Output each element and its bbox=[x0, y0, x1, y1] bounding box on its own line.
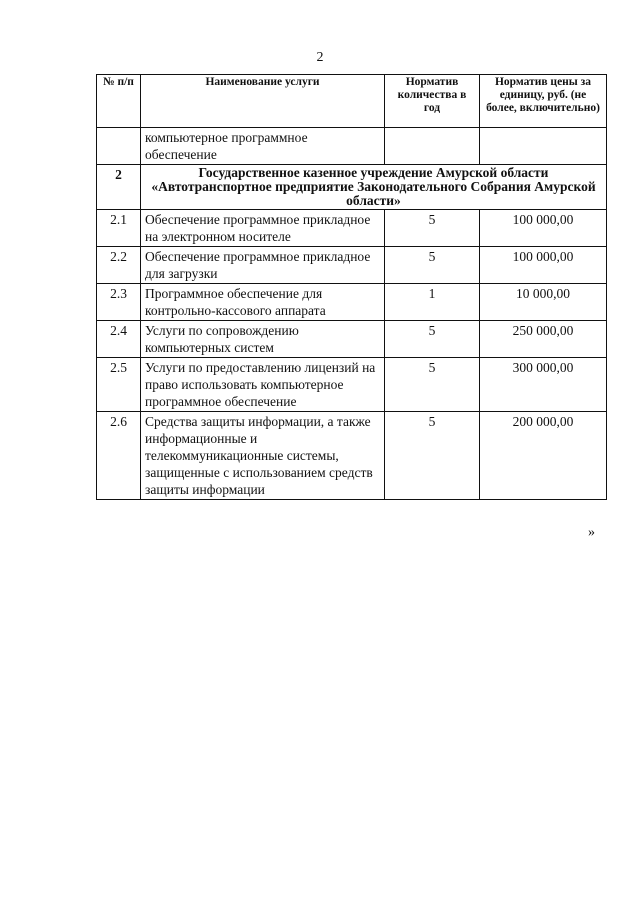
cell-num: 2.1 bbox=[97, 210, 141, 247]
table-row bbox=[97, 321, 607, 358]
cell-num: 2.6 bbox=[97, 412, 141, 500]
table-row bbox=[97, 247, 607, 284]
cell-price: 10 000,00 bbox=[480, 284, 607, 321]
header-num: № п/п bbox=[97, 75, 141, 128]
cell-qty: 1 bbox=[385, 284, 480, 321]
table-header-row bbox=[97, 75, 607, 128]
table-row bbox=[97, 412, 607, 500]
cell-name: Обеспечение программное прикладное для загрузки bbox=[141, 247, 385, 284]
cell-num: 2.5 bbox=[97, 358, 141, 412]
page-number: 2 bbox=[316, 50, 324, 65]
section-row bbox=[97, 165, 607, 210]
header-price: Норматив цены за единицу, руб. (не более, включительно) bbox=[480, 75, 607, 128]
cell-name: Обеспечение программное прикладное на электронном носителе bbox=[141, 210, 385, 247]
cell-qty: 5 bbox=[385, 412, 480, 500]
table-row bbox=[97, 358, 607, 412]
cell-name: компьютерное программное обеспечение bbox=[141, 128, 385, 165]
cell-qty: 5 bbox=[385, 247, 480, 284]
cell-price: 250 000,00 bbox=[480, 321, 607, 358]
header-qty: Норматив количества в год bbox=[385, 75, 480, 128]
cell-qty: 5 bbox=[385, 358, 480, 412]
section-title: Государственное казенное учреждение Амурской области «Автотранспортное предприятие Законодательного Собрания Амурской области» bbox=[141, 165, 607, 210]
cell-price: 100 000,00 bbox=[480, 247, 607, 284]
table-row-continued bbox=[97, 128, 607, 165]
cell-name: Услуги по предоставлению лицензий на право использовать компьютерное программное обеспечение bbox=[141, 358, 385, 412]
table-row bbox=[97, 284, 607, 321]
cell-name: Программное обеспечение для контрольно-кассового аппарата bbox=[141, 284, 385, 321]
cell-price bbox=[480, 128, 607, 165]
cell-qty bbox=[385, 128, 480, 165]
cell-name: Средства защиты информации, а также информационные и телекоммуникационные системы, защищенные с использованием средств защиты информации bbox=[141, 412, 385, 500]
cell-num: 2.3 bbox=[97, 284, 141, 321]
cell-qty: 5 bbox=[385, 321, 480, 358]
section-num: 2 bbox=[97, 165, 141, 210]
cell-num: 2.4 bbox=[97, 321, 141, 358]
norms-table bbox=[96, 74, 607, 500]
table-row bbox=[97, 210, 607, 247]
cell-qty: 5 bbox=[385, 210, 480, 247]
cell-name: Услуги по сопровождению компьютерных систем bbox=[141, 321, 385, 358]
header-name: Наименование услуги bbox=[141, 75, 385, 128]
cell-num: 2.2 bbox=[97, 247, 141, 284]
cell-num bbox=[97, 128, 141, 165]
cell-price: 200 000,00 bbox=[480, 412, 607, 500]
closing-quote: » bbox=[588, 525, 595, 540]
cell-price: 100 000,00 bbox=[480, 210, 607, 247]
cell-price: 300 000,00 bbox=[480, 358, 607, 412]
